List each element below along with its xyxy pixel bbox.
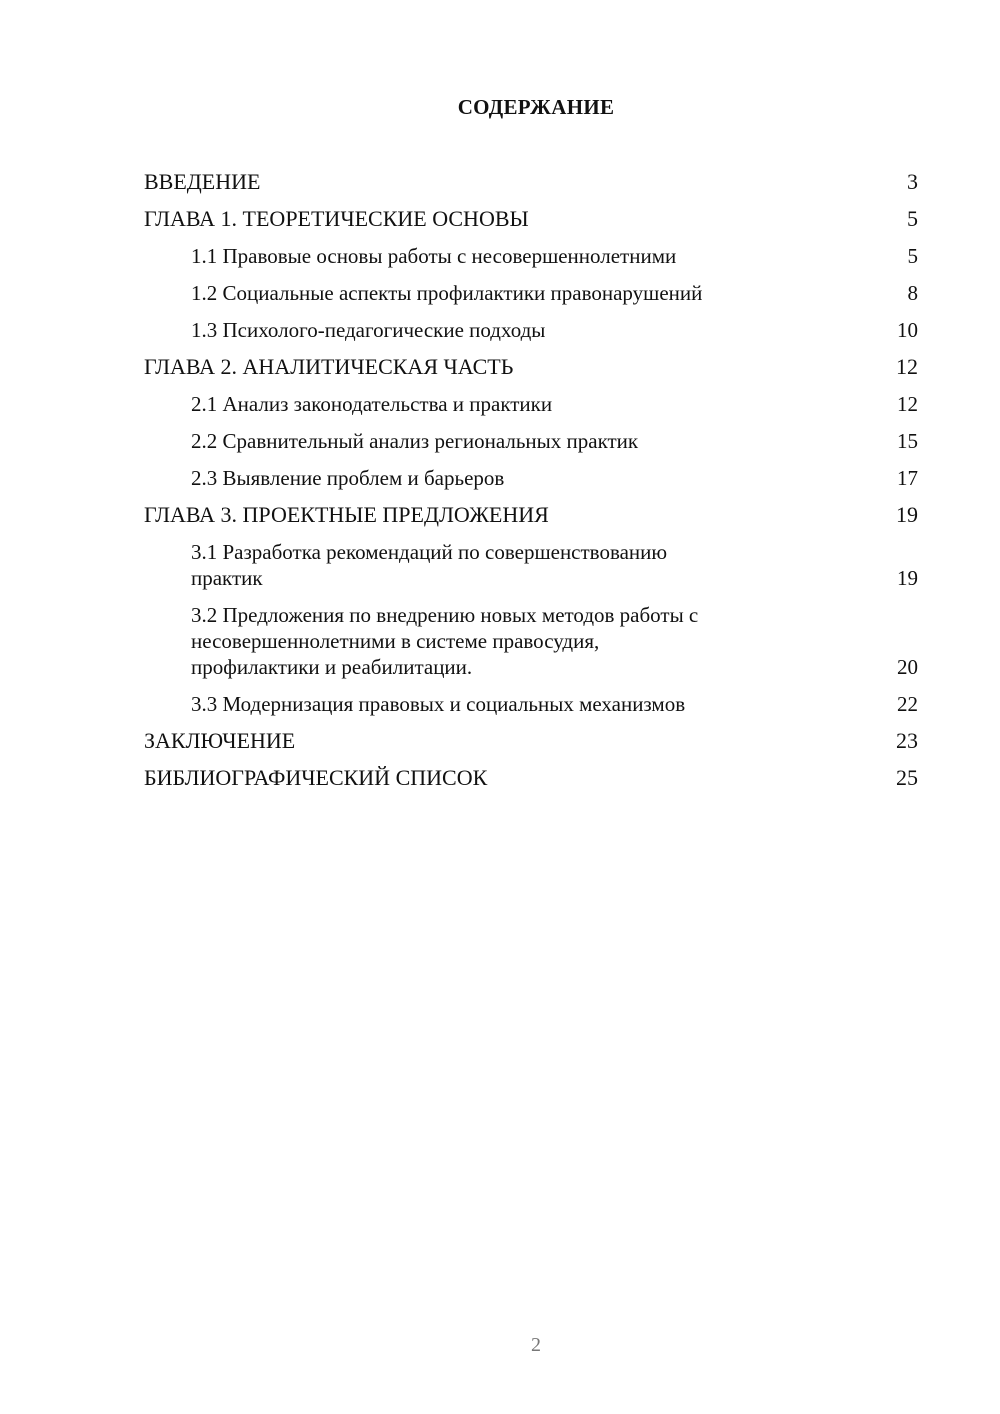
toc-entry-label-line: 1.1 Правовые основы работы с несовершеннолетними bbox=[191, 244, 677, 268]
toc-entry-chapter-1[interactable] bbox=[144, 206, 918, 232]
toc-entry-page: 5 bbox=[907, 206, 918, 231]
toc-entry-label bbox=[144, 391, 888, 417]
toc-entry-section-3-1[interactable] bbox=[144, 539, 918, 591]
toc-entry-page: 19 bbox=[896, 502, 918, 527]
toc-entry-section-1-1[interactable] bbox=[144, 243, 918, 269]
toc-entry-conclusion[interactable] bbox=[144, 728, 918, 754]
table-of-contents bbox=[144, 169, 918, 802]
toc-entry-section-2-1[interactable] bbox=[144, 391, 918, 417]
toc-entry-label bbox=[144, 354, 888, 380]
toc-entry-page: 17 bbox=[897, 466, 918, 490]
toc-entry-page: 12 bbox=[897, 392, 918, 416]
page-number: 2 bbox=[531, 1334, 541, 1356]
toc-entry-page: 23 bbox=[896, 728, 918, 753]
toc-entry-page: 10 bbox=[897, 318, 918, 342]
toc-entry-label-line: ГЛАВА 2. АНАЛИТИЧЕСКАЯ ЧАСТЬ bbox=[144, 354, 514, 379]
toc-entry-label-line: 1.3 Психолого-педагогические подходы bbox=[191, 318, 546, 342]
toc-entry-label bbox=[144, 691, 888, 717]
toc-entry-section-3-2[interactable] bbox=[144, 602, 918, 680]
toc-entry-label-line: профилактики и реабилитации. bbox=[191, 655, 473, 679]
toc-entry-section-2-2[interactable] bbox=[144, 428, 918, 454]
toc-entry-chapter-3[interactable] bbox=[144, 502, 918, 528]
toc-entry-section-1-3[interactable] bbox=[144, 317, 918, 343]
toc-entry-label bbox=[144, 602, 888, 680]
toc-entry-label bbox=[144, 465, 888, 491]
toc-entry-section-3-3[interactable] bbox=[144, 691, 918, 717]
toc-entry-page: 8 bbox=[907, 281, 918, 305]
toc-entry-page: 3 bbox=[907, 169, 918, 194]
toc-entry-label-line: 2.2 Сравнительный анализ региональных практик bbox=[191, 429, 639, 453]
toc-entry-label-line: 3.1 Разработка рекомендаций по совершенствованию bbox=[191, 540, 668, 564]
toc-entry-label-line: 3.3 Модернизация правовых и социальных механизмов bbox=[191, 692, 686, 716]
toc-entry-page: 25 bbox=[896, 765, 918, 790]
toc-entry-label bbox=[144, 539, 888, 591]
toc-entry-label-line: ВВЕДЕНИЕ bbox=[144, 169, 261, 194]
toc-entry-label-line: 2.3 Выявление проблем и барьеров bbox=[191, 466, 505, 490]
toc-entry-label-line: 1.2 Социальные аспекты профилактики правонарушений bbox=[191, 281, 703, 305]
toc-entry-page: 15 bbox=[897, 429, 918, 453]
toc-entry-label-line: ГЛАВА 1. ТЕОРЕТИЧЕСКИЕ ОСНОВЫ bbox=[144, 206, 529, 231]
toc-entry-page: 19 bbox=[897, 566, 918, 590]
toc-entry-label-line: 3.2 Предложения по внедрению новых методов работы с bbox=[191, 603, 699, 627]
toc-entry-label-line: БИБЛИОГРАФИЧЕСКИЙ СПИСОК bbox=[144, 765, 488, 790]
toc-entry-introduction[interactable] bbox=[144, 169, 918, 195]
toc-entry-label bbox=[144, 502, 888, 528]
toc-entry-label-line: ГЛАВА 3. ПРОЕКТНЫЕ ПРЕДЛОЖЕНИЯ bbox=[144, 502, 549, 527]
toc-entry-bibliography[interactable] bbox=[144, 765, 918, 791]
toc-entry-label-line: 2.1 Анализ законодательства и практики bbox=[191, 392, 553, 416]
page-title: СОДЕРЖАНИЕ bbox=[457, 95, 615, 119]
toc-entry-label-line: практик bbox=[191, 566, 263, 590]
toc-entry-label bbox=[144, 206, 888, 232]
toc-entry-page: 5 bbox=[907, 244, 918, 268]
toc-entry-section-1-2[interactable] bbox=[144, 280, 918, 306]
toc-entry-page: 20 bbox=[897, 655, 918, 679]
toc-entry-page: 12 bbox=[896, 354, 918, 379]
toc-entry-label bbox=[144, 728, 888, 754]
toc-entry-label bbox=[144, 317, 888, 343]
toc-entry-label bbox=[144, 428, 888, 454]
toc-entry-section-2-3[interactable] bbox=[144, 465, 918, 491]
toc-entry-label bbox=[144, 765, 888, 791]
toc-entry-label bbox=[144, 243, 888, 269]
toc-entry-label-line: несовершеннолетними в системе правосудия, bbox=[191, 629, 600, 653]
toc-entry-label-line: ЗАКЛЮЧЕНИЕ bbox=[144, 728, 296, 753]
toc-entry-label bbox=[144, 280, 888, 306]
toc-entry-label bbox=[144, 169, 888, 195]
toc-entry-page: 22 bbox=[897, 692, 918, 716]
toc-entry-chapter-2[interactable] bbox=[144, 354, 918, 380]
